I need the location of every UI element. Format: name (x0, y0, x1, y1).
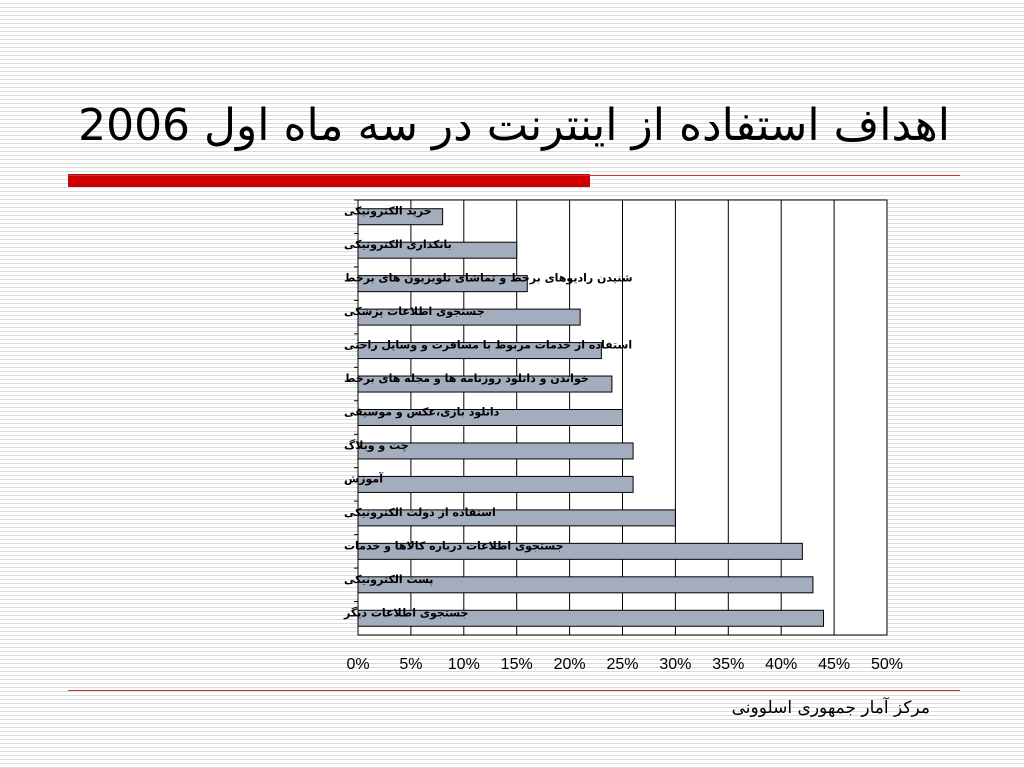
x-tick-label: 45% (818, 656, 851, 673)
x-tick-label: 20% (553, 656, 586, 673)
category-label: خرید الکترونیکی (344, 204, 432, 218)
category-label: پست الکترونیکی (344, 572, 434, 586)
category-label: جستجوی اطلاعات درباره کالاها و خدمات (344, 539, 564, 553)
x-tick-label: 10% (447, 656, 480, 673)
slide-title: اهداف استفاده از اینترنت در سه ماه اول 2006 (78, 100, 950, 151)
x-tick-label: 0% (346, 656, 370, 673)
category-label: جستجوی اطلاعات دیگر (344, 606, 469, 620)
x-tick-label: 40% (765, 656, 798, 673)
category-label: بانکداری الکترونیکی (344, 238, 452, 252)
category-label: دانلود بازی،عکس و موسیقی (344, 405, 500, 419)
x-tick-label: 15% (500, 656, 533, 673)
category-label: استفاده از دولت الکترونیکی (344, 505, 496, 519)
category-label: چت و وبلاگ (344, 438, 409, 452)
x-tick-label: 50% (870, 656, 904, 673)
x-tick-label: 25% (606, 656, 639, 673)
category-label: آموزش (344, 472, 383, 486)
category-label: جستجوی اطلاعات پزشکی (344, 305, 485, 319)
category-label: شنیدن رادیوهای برخط و تماشای تلویزیون های برخط (344, 271, 633, 285)
x-tick-labels (346, 656, 903, 673)
category-label: خواندن و دانلود روزنامه ها و مجله های برخط (344, 372, 589, 386)
bar (358, 476, 633, 492)
x-tick-label: 35% (712, 656, 745, 673)
x-tick-label: 30% (659, 656, 692, 673)
footer-divider-line (68, 690, 960, 691)
x-tick-label: 5% (399, 656, 423, 673)
category-label: استفاده از خدمات مربوط با مسافرت و وسایل راحتی (344, 338, 633, 352)
source-text: مرکز آمار جمهوری اسلوونی (731, 698, 930, 718)
